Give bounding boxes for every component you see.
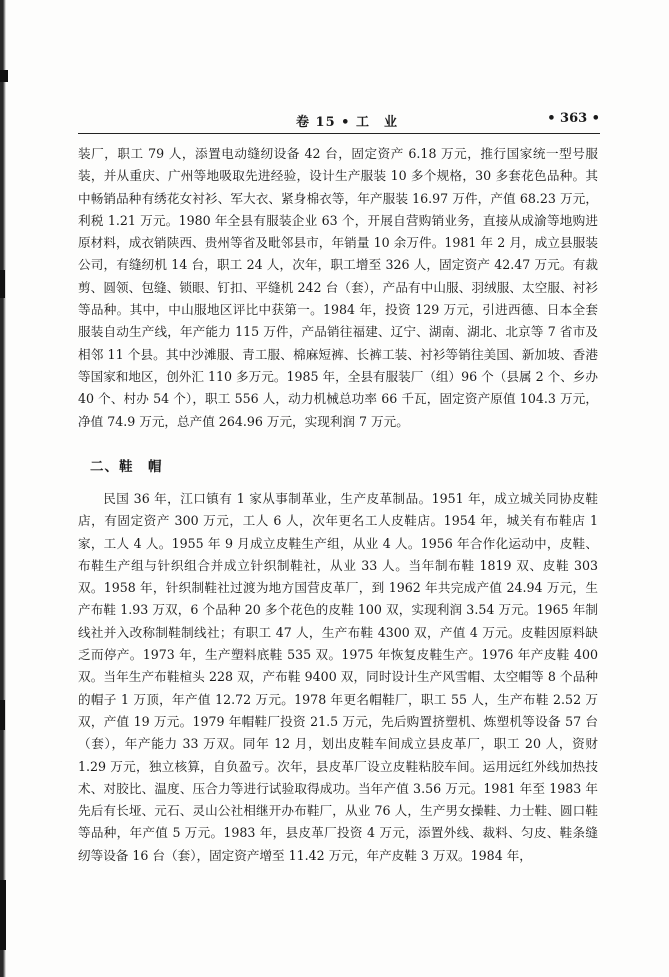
- paragraph: 装厂，职工 79 人，添置电动缝纫设备 42 台，固定资产 6.18 万元，推行国家统一型号服装，并从重庆、广州等地吸取先进经验，设计生产服装 10 多个规格，30 多套花色品种。其中畅销品种有绣花女衬衫、军大衣、紧身棉衣等，年产服装 16.97 万件，产值 68.23 万元，利税 1.21 万元。1980 年全县有服装企业 63 个，开展自营购销业务，直接从成渝等地购进原材料，成衣销陕西、贵州等省及毗邻县市，年销量 10 余万件。1981 年 2 月，成立县服装公司，有缝纫机 14 台，职工 24 人，次年，职工增至 326 人，固定资产 42.47 万元。有裁剪、圆领、包缝、锁眼、钉扣、平缝机 242 台（套），产品有中山服、羽绒服、太空服、衬衫等品种。其中，中山服地区评比中获第一。1984 年，投资 129 万元，引进西德、日本全套服装自动生产线，年产能力 115 万件，产品销往福建、辽宁、湖南、湖北、北京等 7 省市及相邻 11 个县。其中沙滩服、青工服、棉麻短裤、长裤工装、衬衫等销往美国、新加坡、香港等国家和地区，创外汇 110 多万元。1985 年，全县有服装厂（组）96 个（县属 2 个、乡办 40 个、村办 54 个），职工 556 人，动力机械总功率 66 千瓦，固定资产原值 104.3 万元，净值 74.9 万元，总产值 264.96 万元，实现利润 7 万元。: [78, 146, 598, 429]
- scan-mark: [0, 70, 8, 82]
- section-heading: 二、鞋 帽: [90, 459, 163, 475]
- scan-mark: [0, 700, 5, 730]
- scan-mark: [0, 880, 6, 950]
- paragraph: 民国 36 年，江口镇有 1 家从事制革业，生产皮革制品。1951 年，成立城关同协皮鞋店，有固定资产 300 万元，工人 6 人，次年更名工人皮鞋店。1954 年，城关有布鞋店 1 家，工人 4 人。1955 年 9 月成立皮鞋生产组，从业 4 人。1956 年合作化运动中，皮鞋、布鞋生产组与针织组合并成立针织制鞋社，从业 33 人。当年制布鞋 1819 双、皮鞋 303 双。1958 年，针织制鞋社过渡为地方国营皮革厂，到 1962 年共完成产值 24.94 万元，生产布鞋 1.93 万双，6 个品种 20 多个花色的皮鞋 100 双，实现利润 3.54 万元。1965 年制线社并入改称制鞋制线社；有职工 47 人，生产布鞋 4300 双，产值 4 万元。皮鞋因原料缺乏而停产。1973 年，生产塑料底鞋 535 双。1975 年恢复皮鞋生产。1976 年产皮鞋 400 双。当年生产布鞋楦头 228 双，产布鞋 9400 双，同时设计生产风雪帽、太空帽等 8 个品种的帽子 1 万顶，年产值 12.72 万元。1978 年更名帽鞋厂，职工 55 人，生产布鞋 2.52 万双，产值 19 万元。1979 年帽鞋厂投资 21.5 万元，先后购置挤塑机、炼塑机等设备 57 台（套），年产能力 33 万双。同年 12 月，划出皮鞋车间成立县皮革厂，职工 20 人，资财 1.29 万元，独立核算，自负盈亏。次年，县皮革厂设立皮鞋粘胶车间。运用远红外线加热技术、对胶比、温度、压合力等进行试验取得成功。当年产值 3.56 万元。1981 年至 1983 年先后有长垭、元石、灵山公社相继开办布鞋厂，从业 76 人，生产男女操鞋、力士鞋、圆口鞋等品种，年产值 5 万元。1983 年，县皮革厂投资 4 万元，添置外线、裁料、匀皮、鞋条缝纫等设备 16 台（套），固定资产增至 11.42 万元，年产皮鞋 3 万双。1984 年，: [78, 491, 598, 863]
- body-text-block-1: [78, 143, 598, 433]
- body-text-block-2: [78, 488, 598, 867]
- running-title: 卷 15 • 工 业: [296, 115, 398, 130]
- header-rule: [78, 133, 600, 134]
- scan-edge: [0, 0, 6, 977]
- page-header: [78, 108, 600, 132]
- scan-mark: [0, 270, 5, 298]
- page-number: • 363 •: [547, 111, 600, 126]
